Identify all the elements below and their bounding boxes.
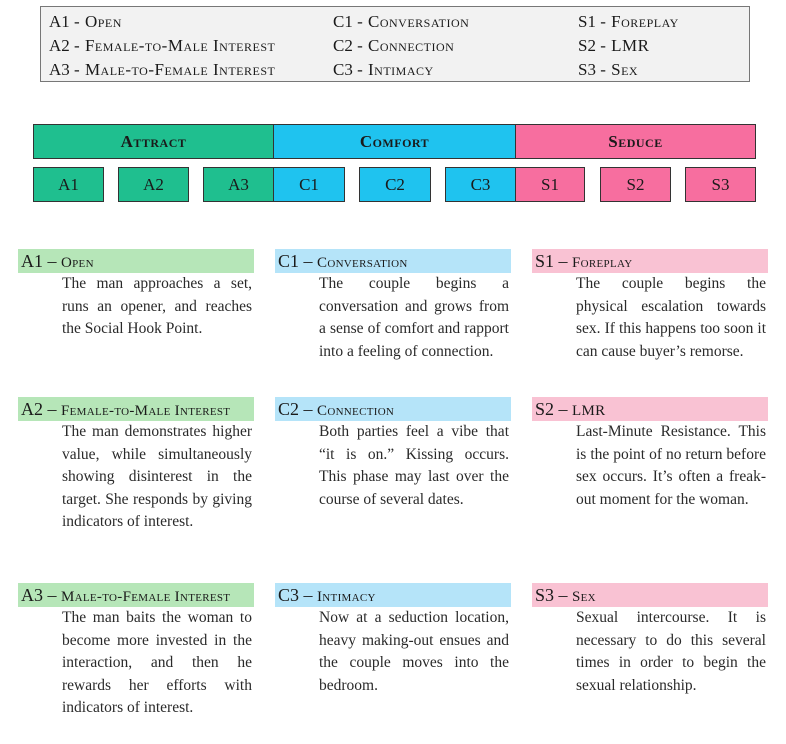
phase-comfort: Comfort (273, 124, 516, 159)
step-s1: S1 (515, 167, 585, 202)
section-body-c3: Now at a seduction location, heavy making-out ensues and the couple moves into the bedroom. (319, 609, 509, 694)
section-body-a2: The man demonstrates higher value, while simultaneously showing disinterest in the target. She responds by giving indicators of interest. (62, 423, 252, 530)
step-c3: C3 (445, 167, 516, 202)
legend-item: C1 - Conversation (333, 12, 470, 31)
step-a1: A1 (33, 167, 104, 202)
step-c2: C2 (359, 167, 431, 202)
legend-item: S3 - Sex (578, 60, 639, 79)
section-heading-c1: C1 – Conversation (275, 249, 511, 273)
section-heading-a3: A3 – Male-to-Female Interest (18, 583, 254, 607)
section-body-c2: Both parties feel a vibe that “it is on.” Kissing occurs. This phase may last over the course of several dates. (319, 423, 509, 508)
section-heading-c3: C3 – Intimacy (275, 583, 511, 607)
section-body-s2: Last-Minute Resistance. This is the point of no return before sex occurs. It’s often a freak-out moment for the woman. (576, 423, 766, 508)
legend-item: A1 - Open (49, 12, 122, 31)
section-body-s1: The couple begins the physical escalation towards sex. If this happens too soon it can cause buyer’s remorse. (576, 275, 766, 360)
step-s2: S2 (600, 167, 671, 202)
section-heading-a1: A1 – Open (18, 249, 254, 273)
step-a3: A3 (203, 167, 274, 202)
section-heading-a2: A2 – Female-to-Male Interest (18, 397, 254, 421)
legend-item: A3 - Male-to-Female Interest (49, 60, 276, 79)
legend-item: C2 - Connection (333, 36, 455, 55)
legend-column-comfort (333, 10, 469, 82)
step-c1: C1 (273, 167, 345, 202)
section-heading-s3: S3 – Sex (532, 583, 768, 607)
step-a2: A2 (118, 167, 189, 202)
section-body-c1: The couple begins a conversation and grows from a sense of comfort and rapport into a feeling of connection. (319, 275, 509, 360)
legend-column-seduce (578, 10, 679, 82)
legend-column-attract (49, 10, 275, 82)
section-body-a1: The man approaches a set, runs an opener, and reaches the Social Hook Point. (62, 275, 252, 337)
legend-item: S1 - Foreplay (578, 12, 679, 31)
legend-item: C3 - Intimacy (333, 60, 434, 79)
legend-box (40, 6, 750, 82)
section-heading-c2: C2 – Connection (275, 397, 511, 421)
phase-seduce: Seduce (515, 124, 756, 159)
step-s3: S3 (685, 167, 756, 202)
section-body-a3: The man baits the woman to become more invested in the interaction, and then he rewards her efforts with indicators of interest. (62, 609, 252, 716)
legend-item: S2 - LMR (578, 36, 650, 55)
phase-attract: Attract (33, 124, 274, 159)
section-heading-s2: S2 – LMR (532, 397, 768, 421)
section-body-s3: Sexual intercourse. It is necessary to do this several times in order to begin the sexual relationship. (576, 609, 766, 694)
legend-item: A2 - Female-to-Male Interest (49, 36, 276, 55)
section-heading-s1: S1 – Foreplay (532, 249, 768, 273)
